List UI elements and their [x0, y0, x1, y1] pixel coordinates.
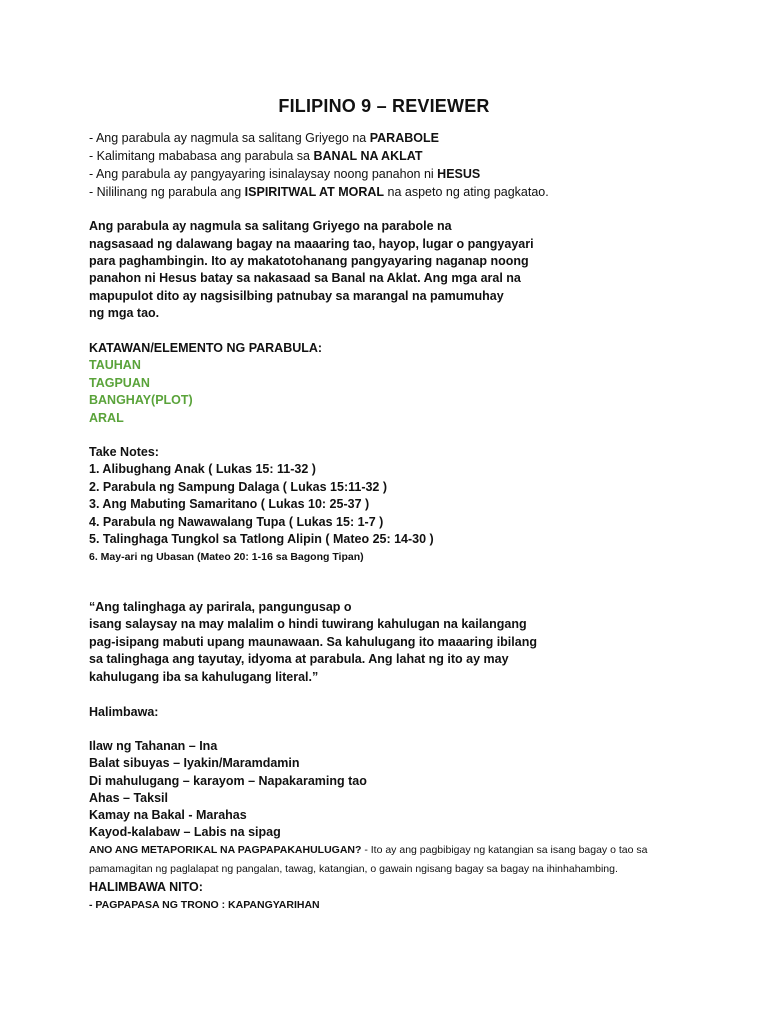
bullet-line: - Ang parabula ay nagmula sa salitang Griyego na PARABOLE	[89, 131, 439, 145]
paragraph-line: ng mga tao.	[89, 306, 160, 320]
example-item: Kayod-kalabaw – Labis na sipag	[89, 825, 281, 839]
quote-line: kahulugang iba sa kahulugang literal.”	[89, 670, 319, 684]
metaphor-question-line: ANO ANG METAPORIKAL NA PAGPAPAKAHULUGAN? - Ito ay ang pagbibigay ng katangian sa isang bagay o tao sa	[89, 844, 648, 856]
paragraph-line: nagsasaad ng dalawang bagay na maaaring tao, hayop, lugar o pangyayari	[89, 237, 534, 251]
note-item: 1. Alibughang Anak ( Lukas 15: 11-32 )	[89, 462, 316, 476]
paragraph-line: mapupulot dito ay nagsisilbing patnubay sa marangal na pamumuhay	[89, 289, 504, 303]
note-item: 6. May-ari ng Ubasan (Mateo 20: 1-16 sa Bagong Tipan)	[89, 551, 364, 563]
page-title: FILIPINO 9 – REVIEWER	[278, 96, 490, 116]
notes-heading: Take Notes:	[89, 445, 159, 459]
example-item: Ilaw ng Tahanan – Ina	[89, 739, 218, 753]
note-item: 4. Parabula ng Nawawalang Tupa ( Lukas 15: 1-7 )	[89, 515, 384, 529]
elements-heading: KATAWAN/ELEMENTO NG PARABULA:	[89, 341, 323, 355]
element-item: TAGPUAN	[89, 376, 150, 390]
element-item: BANGHAY(PLOT)	[89, 393, 193, 407]
element-item: ARAL	[89, 411, 124, 425]
paragraph-line: panahon ni Hesus batay sa nakasaad sa Banal na Aklat. Ang mga aral na	[89, 271, 521, 285]
bullet-line: - Kalimitang mababasa ang parabula sa BANAL NA AKLAT	[89, 149, 423, 163]
note-item: 3. Ang Mabuting Samaritano ( Lukas 10: 25-37 )	[89, 497, 370, 511]
note-item: 2. Parabula ng Sampung Dalaga ( Lukas 15:11-32 )	[89, 480, 388, 494]
examples-heading: Halimbawa:	[89, 705, 159, 719]
element-item: TAUHAN	[89, 358, 141, 372]
note-item: 5. Talinghaga Tungkol sa Tatlong Alipin ( Mateo 25: 14-30 )	[89, 532, 434, 546]
last-example: - PAGPAPASA NG TRONO : KAPANGYARIHAN	[89, 899, 320, 911]
quote-line: isang salaysay na may malalim o hindi tuwirang kahulugan na kailangang	[89, 617, 527, 631]
example-item: Di mahulugang – karayom – Napakaraming tao	[89, 774, 367, 788]
quote-line: sa talinghaga ang tayutay, idyoma at parabula. Ang lahat ng ito ay may	[89, 652, 509, 666]
quote-line: pag-isipang mabuti upang maunawaan. Sa kahulugang ito maaaring ibilang	[89, 635, 537, 649]
halimbawa-nito-heading: HALIMBAWA NITO:	[89, 880, 203, 894]
example-item: Balat sibuyas – Iyakin/Maramdamin	[89, 756, 300, 770]
metaphor-answer-line: pamamagitan ng paglalapat ng pangalan, tawag, katangian, o gawain ngisang bagay sa bagay na ihinhahambing.	[89, 863, 618, 875]
quote-line: “Ang talinghaga ay parirala, pangungusap o	[89, 600, 352, 614]
bullet-line: - Ang parabula ay pangyayaring isinalaysay noong panahon ni HESUS	[89, 167, 481, 181]
paragraph-line: Ang parabula ay nagmula sa salitang Griyego na parabole na	[89, 219, 452, 233]
example-item: Kamay na Bakal - Marahas	[89, 808, 247, 822]
example-item: Ahas – Taksil	[89, 791, 168, 805]
paragraph-line: para paghambingin. Ito ay makatotohanang pangyayaring naganap noong	[89, 254, 529, 268]
bullet-line: - Nililinang ng parabula ang ISPIRITWAL AT MORAL na aspeto ng ating pagkatao.	[89, 185, 549, 199]
